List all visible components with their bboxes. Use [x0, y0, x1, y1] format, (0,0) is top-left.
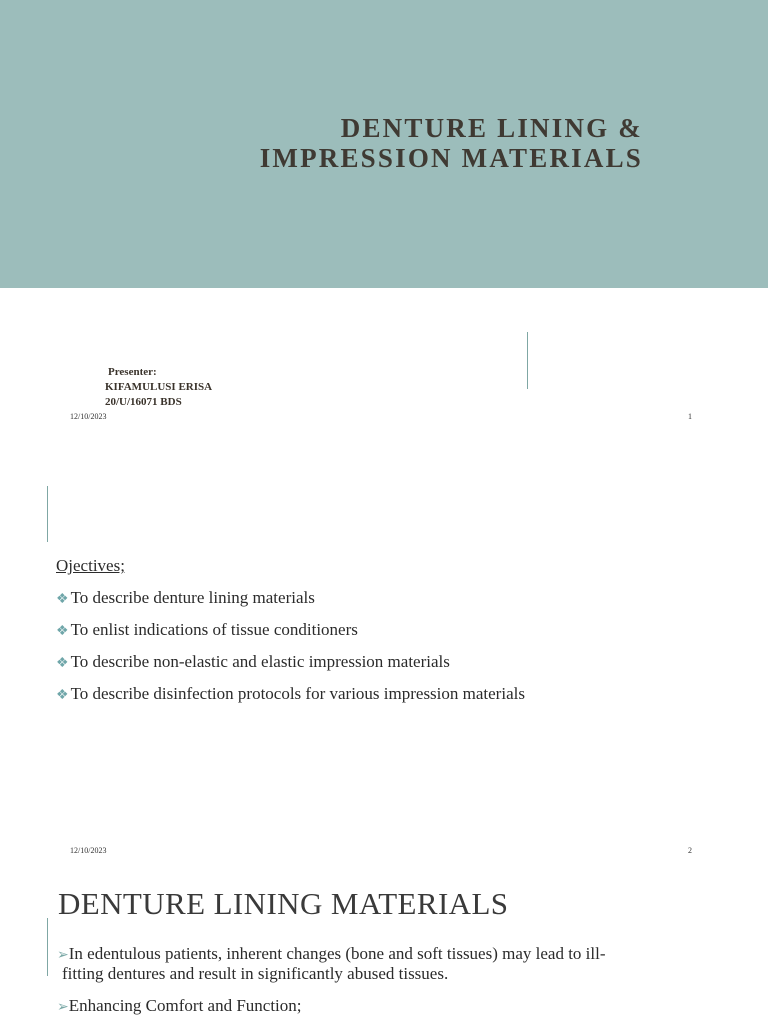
- slide-title-line-2: IMPRESSION MATERIALS: [259, 143, 643, 173]
- section-heading: DENTURE LINING MATERIALS: [58, 886, 509, 921]
- diamond-bullet-icon: ❖: [56, 624, 69, 639]
- list-item: [57, 944, 606, 966]
- diamond-bullet-icon: ❖: [56, 592, 69, 607]
- list-item: [56, 620, 358, 640]
- arrow-bullet-icon: ➢: [57, 948, 69, 963]
- slide-date: 12/10/2023: [70, 846, 107, 855]
- list-item-text: To describe non-elastic and elastic impression materials: [70, 652, 450, 671]
- presenter-label: Presenter:: [108, 366, 157, 378]
- slide-title: [143, 113, 643, 173]
- list-item-text: Enhancing Comfort and Function;: [68, 996, 302, 1015]
- diamond-bullet-icon: ❖: [56, 656, 69, 671]
- list-item: [57, 996, 302, 1018]
- list-item: [56, 588, 315, 608]
- list-item-text: To enlist indications of tissue conditioners: [70, 620, 358, 639]
- accent-line: [47, 918, 48, 976]
- list-item-text: In edentulous patients, inherent changes (bone and soft tissues) may lead to ill-: [68, 944, 606, 963]
- list-item: [56, 684, 525, 704]
- accent-line: [47, 486, 48, 542]
- list-item-continuation: fitting dentures and result in significantly abused tissues.: [62, 964, 449, 983]
- slide-number: 2: [688, 846, 692, 855]
- slide-date: 12/10/2023: [70, 412, 107, 421]
- slide-title-line-1: DENTURE LINING &: [340, 113, 643, 143]
- presenter-id: 20/U/16071 BDS: [105, 396, 182, 408]
- list-item-text: To describe denture lining materials: [70, 588, 315, 607]
- list-item: [56, 652, 450, 672]
- presenter-name: KIFAMULUSI ERISA: [105, 381, 213, 393]
- diamond-bullet-icon: ❖: [56, 688, 69, 703]
- list-item-text: To describe disinfection protocols for various impression materials: [70, 684, 525, 703]
- objectives-heading: Ojectives;: [56, 556, 125, 575]
- slide-number: 1: [688, 412, 692, 421]
- divider-line: [527, 332, 528, 389]
- arrow-bullet-icon: ➢: [57, 1000, 69, 1015]
